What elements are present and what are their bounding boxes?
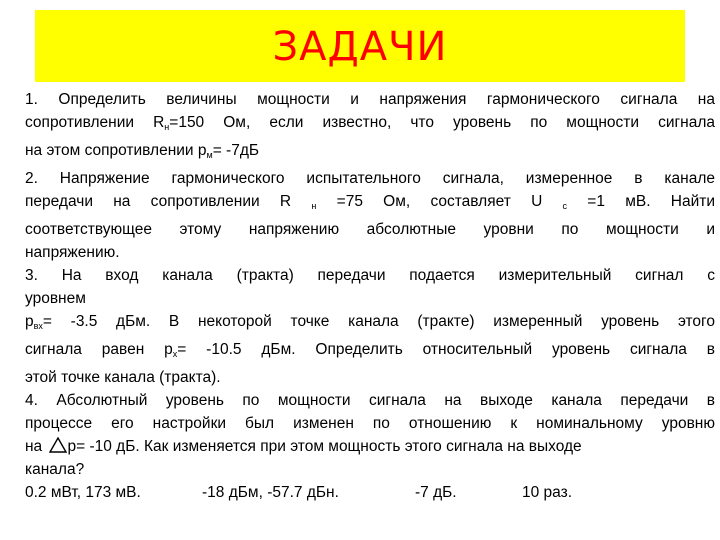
answer-3: -7 дБ. (415, 484, 457, 501)
answer-1: 0.2 мВт, 173 мВ. (25, 484, 141, 501)
answers-row (25, 481, 715, 505)
task-2-line-4: напряжению. (25, 244, 120, 261)
tasks-content (25, 88, 715, 481)
task-2-line-2: передачи на сопротивлении R $_н$ =75 Ом, составляет U $_с$ =1 мВ. Найти (25, 193, 716, 211)
task-1-line-1: 1. Определить величины мощности и напряжения гармонического сигнала на (25, 91, 715, 108)
task-2 (25, 167, 715, 264)
task-4-line-2: процессе его настройки был изменен по отношению к номинальному уровню (25, 415, 715, 432)
answer-4: 10 раз. (522, 484, 573, 501)
task-3 (25, 264, 715, 389)
page-title: ЗАДАЧИ (272, 24, 448, 70)
task-4-line-3: на p= -10 дБ. Как изменяется при этом мощность этого сигнала на выходе (25, 438, 582, 455)
task-3-line-3: $p_{вх}= -3.5$ дБм. В некоторой точке канала (тракте) измеренный уровень этого (25, 313, 715, 331)
task-3-line-1: 3. На вход канала (тракта) передачи подается измерительный сигнал с (25, 267, 715, 284)
task-2-line-3: соответствующее этому напряжению абсолютные уровни по мощности и (25, 221, 715, 238)
task-4 (25, 389, 715, 481)
task-3-line-5: этой точке канала (тракта). (25, 369, 221, 386)
task-1-line-3: на этом сопротивлении $p_м= -7дБ$ (25, 142, 260, 160)
task-2-line-1: 2. Напряжение гармонического испытательного сигнала, измеренное в канале (25, 170, 715, 187)
title-bar (35, 10, 685, 82)
task-3-line-2: уровнем (25, 290, 86, 307)
task-1-line-2: сопротивлении $R_н=150$ Ом, если известно, что уровень по мощности сигнала (25, 114, 715, 132)
task-1 (25, 88, 715, 167)
delta-icon (49, 437, 67, 453)
task-3-line-4: сигнала равен $p_х= -10.5$ дБм. Определить относительный уровень сигнала в (25, 341, 715, 359)
answer-2: -18 дБм, -57.7 дБн. (202, 484, 339, 501)
task-4-line-4: канала? (25, 461, 85, 478)
task-4-line-1: 4. Абсолютный уровень по мощности сигнала на выходе канала передачи в (25, 392, 715, 409)
